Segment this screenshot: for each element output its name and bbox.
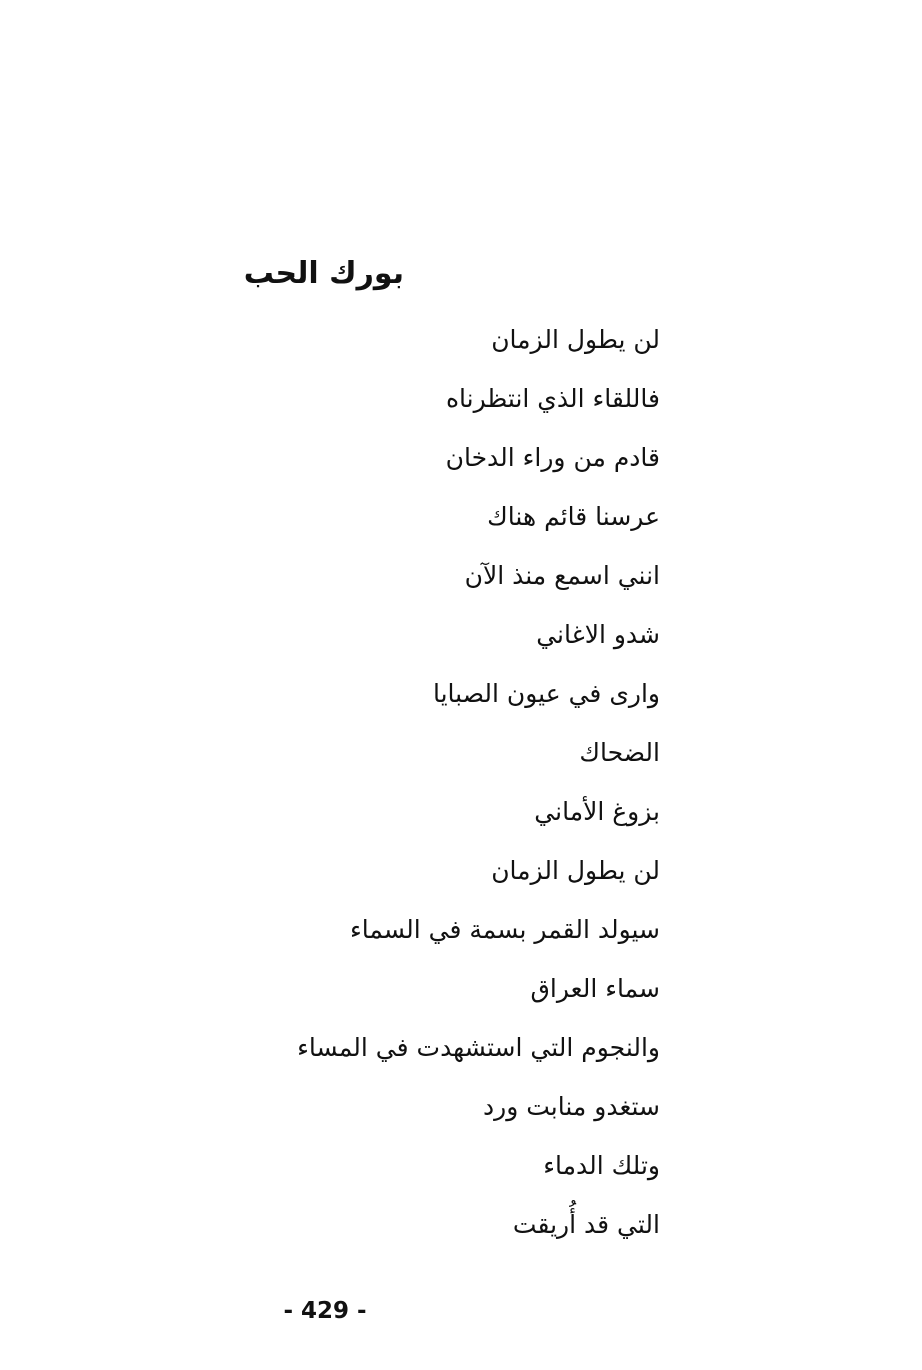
- page-number: - 429 -: [283, 1298, 367, 1324]
- poem-line: والنجوم التي استشهدت في المساء: [297, 1033, 660, 1062]
- poem-line: التي قد أُريقت: [512, 1210, 660, 1239]
- poem-line: لن يطول الزمان: [491, 856, 660, 885]
- poem-line: لن يطول الزمان: [491, 325, 660, 354]
- poem-line: فاللقاء الذي انتظرناه: [445, 384, 660, 413]
- poem-line: وتلك الدماء: [543, 1151, 660, 1180]
- poem-line: شدو الاغاني: [536, 620, 660, 649]
- poem-line: وارى في عيون الصبايا: [432, 679, 660, 708]
- poem-body: [297, 315, 660, 1259]
- poem-line: سيولد القمر بسمة في السماء: [350, 915, 660, 944]
- poem-line: عرسنا قائم هناك: [487, 502, 660, 531]
- poem-line: بزوغ الأماني: [534, 797, 660, 826]
- poem-line: الضحاك: [579, 738, 660, 767]
- poem-line: قادم من وراء الدخان: [445, 443, 660, 472]
- poem-line: سماء العراق: [530, 974, 660, 1003]
- poem-title: بورك الحب: [243, 256, 404, 291]
- poem-line: ستغدو منابت ورد: [483, 1092, 660, 1121]
- poem-line: انني اسمع منذ الآن: [464, 561, 660, 590]
